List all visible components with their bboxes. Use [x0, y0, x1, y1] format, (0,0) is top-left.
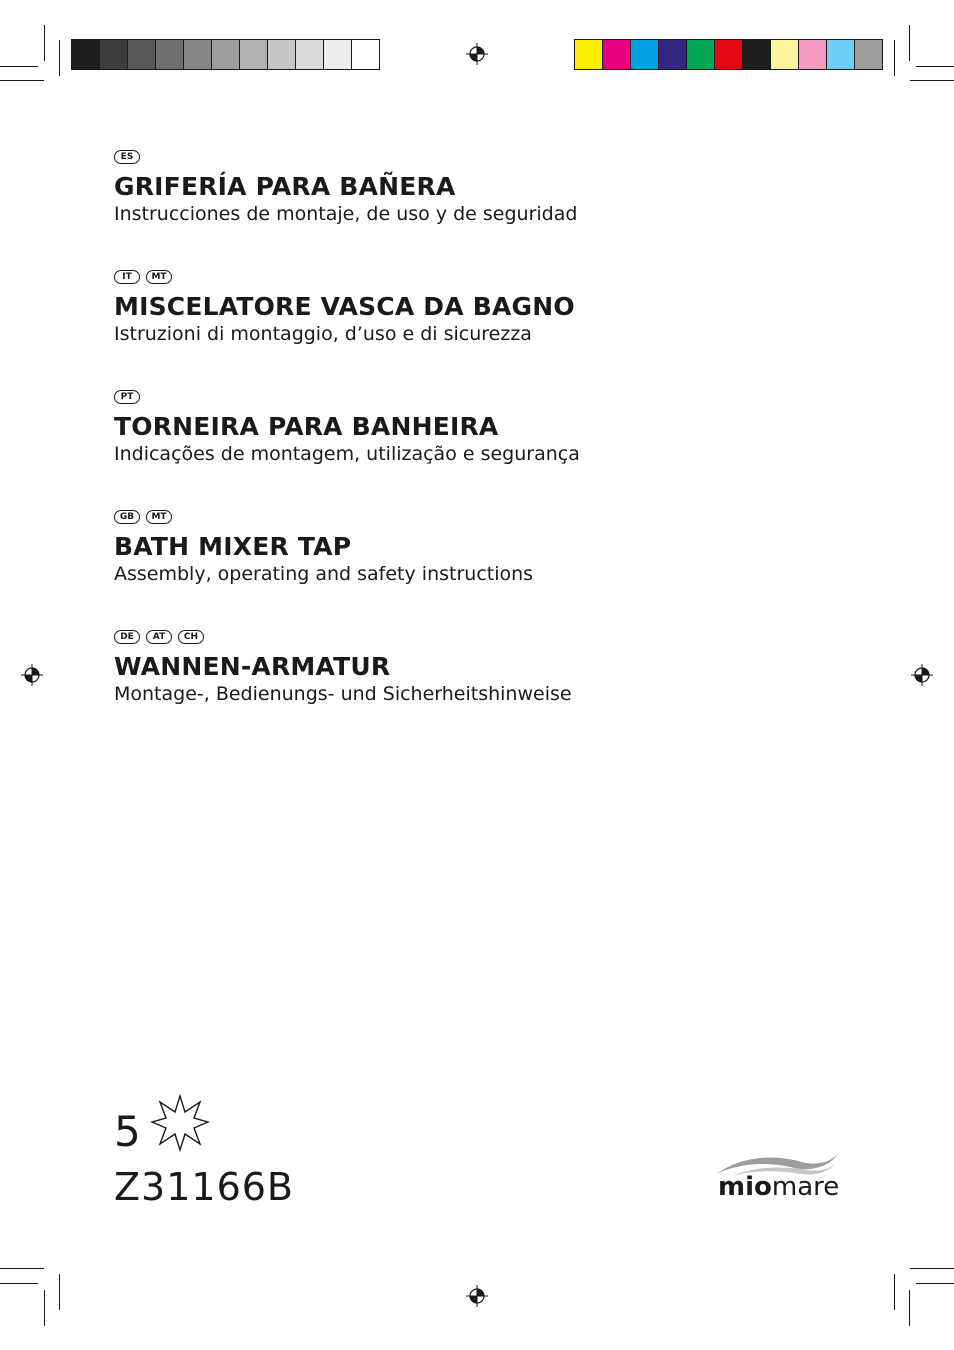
gray-swatch: [184, 40, 212, 69]
brand-name-part1: mio: [718, 1172, 772, 1202]
language-badge-de: DE: [114, 630, 140, 644]
color-swatch: [771, 40, 799, 69]
product-subtitle: Instrucciones de montaje, de uso y de seguridad: [114, 203, 578, 225]
language-flags: [114, 390, 814, 406]
process-color-bar: [574, 39, 883, 70]
color-swatch: [827, 40, 855, 69]
color-swatch: [631, 40, 659, 69]
crop-mark: [894, 1274, 895, 1310]
registration-mark-icon: [466, 1285, 488, 1307]
gray-swatch: [100, 40, 128, 69]
crop-mark: [916, 66, 954, 67]
brand-name-part2: mare: [771, 1172, 840, 1202]
section-pt: [114, 390, 814, 466]
product-subtitle: Montage-, Bedienungs- und Sicherheitshinweise: [114, 683, 572, 705]
language-flags: [114, 150, 814, 166]
section-de: [114, 630, 814, 706]
color-swatch: [799, 40, 827, 69]
color-swatch: [743, 40, 771, 69]
product-subtitle: Indicações de montagem, utilização e segurança: [114, 443, 580, 465]
crop-mark: [0, 1268, 44, 1269]
gray-swatch: [324, 40, 352, 69]
section-es: [114, 150, 814, 226]
gray-swatch: [128, 40, 156, 69]
crop-mark: [0, 66, 38, 67]
language-badge-gb: GB: [114, 510, 140, 524]
language-badge-at: AT: [146, 630, 172, 644]
registration-mark-icon: [21, 664, 43, 686]
star-burst-icon: [150, 1094, 210, 1154]
language-badge-it: IT: [114, 270, 140, 284]
product-subtitle: Istruzioni di montaggio, d’uso e di sicurezza: [114, 323, 532, 345]
language-badge-mt: MT: [146, 510, 172, 524]
color-swatch: [575, 40, 603, 69]
color-swatch: [687, 40, 715, 69]
section-gb: [114, 510, 814, 586]
color-swatch: [855, 40, 882, 69]
crop-mark: [44, 1290, 45, 1326]
color-swatch: [659, 40, 687, 69]
crop-mark: [909, 1290, 910, 1326]
gray-swatch: [212, 40, 240, 69]
section-it: [114, 270, 814, 346]
crop-mark: [909, 25, 910, 61]
language-flags: [114, 270, 814, 286]
language-flags: [114, 510, 814, 526]
registration-mark-icon: [466, 43, 488, 65]
brand-name: [718, 1172, 839, 1202]
product-subtitle: Assembly, operating and safety instructions: [114, 563, 534, 585]
language-badge-es: ES: [114, 150, 140, 164]
gray-swatch: [268, 40, 296, 69]
crop-mark: [59, 40, 60, 76]
color-swatch: [715, 40, 743, 69]
product-code: Z31166B: [114, 1165, 294, 1209]
language-flags: [114, 630, 814, 646]
crop-mark: [910, 1268, 954, 1269]
registration-mark-icon: [911, 664, 933, 686]
product-title: GRIFERÍA PARA BAÑERA: [114, 172, 456, 201]
miomare-logo: [712, 1148, 842, 1206]
warranty-years-number: 5: [114, 1107, 141, 1156]
language-badge-pt: PT: [114, 390, 140, 404]
crop-mark: [916, 1283, 954, 1284]
crop-mark: [0, 80, 44, 81]
crop-mark: [59, 1274, 60, 1310]
crop-mark: [44, 25, 45, 61]
crop-mark: [910, 80, 954, 81]
product-title: WANNEN-ARMATUR: [114, 652, 391, 681]
product-title: MISCELATORE VASCA DA BAGNO: [114, 292, 575, 321]
gray-swatch: [156, 40, 184, 69]
product-title: BATH MIXER TAP: [114, 532, 352, 561]
language-badge-mt: MT: [146, 270, 172, 284]
language-badge-ch: CH: [178, 630, 204, 644]
gray-swatch: [296, 40, 324, 69]
product-title: TORNEIRA PARA BANHEIRA: [114, 412, 499, 441]
grayscale-color-bar: [71, 39, 380, 70]
color-swatch: [603, 40, 631, 69]
gray-swatch: [352, 40, 379, 69]
crop-mark: [894, 40, 895, 76]
gray-swatch: [240, 40, 268, 69]
crop-mark: [0, 1283, 38, 1284]
gray-swatch: [72, 40, 100, 69]
